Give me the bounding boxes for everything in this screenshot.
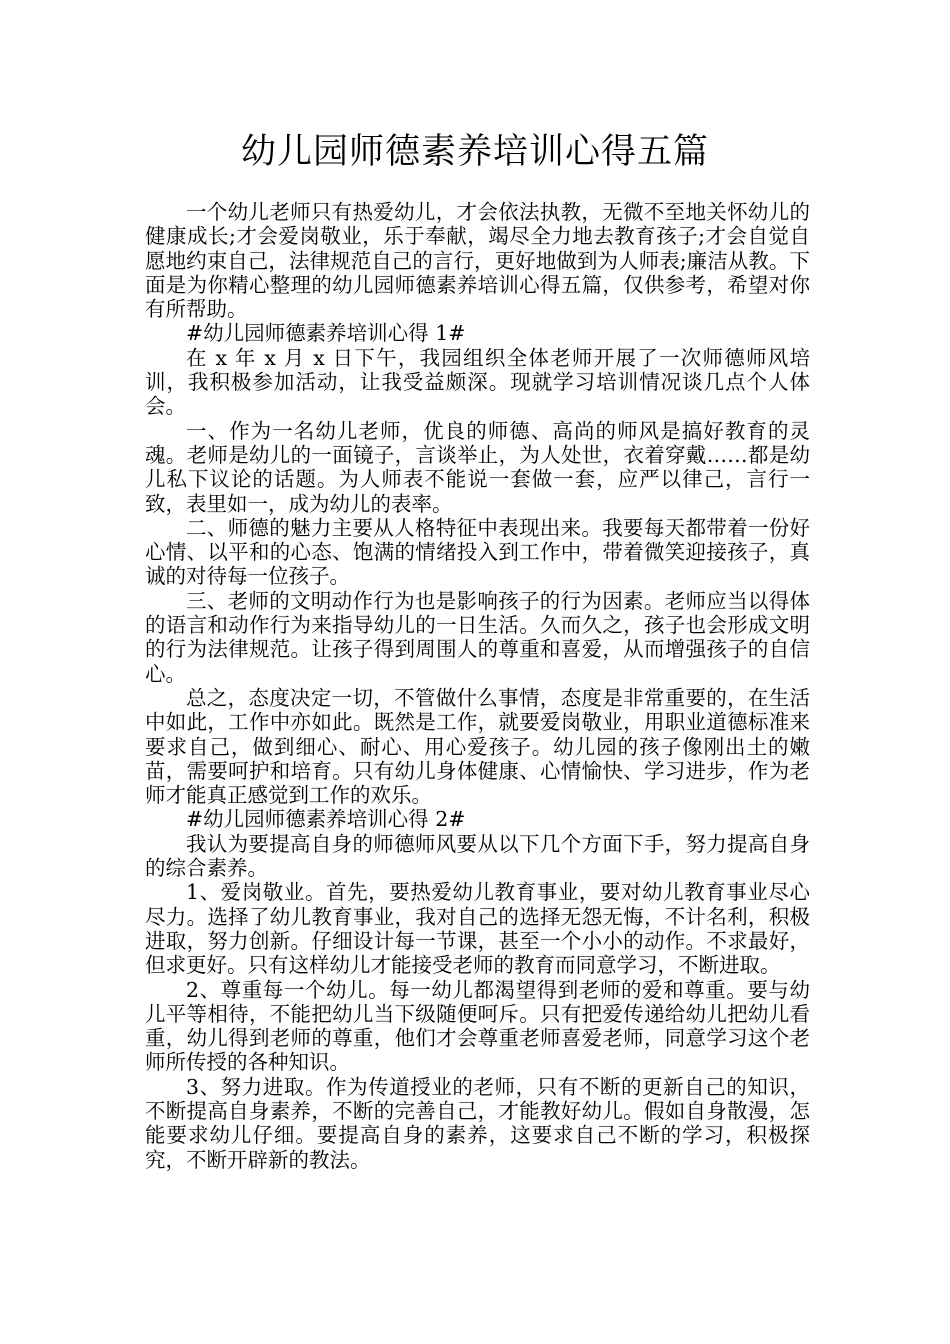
document-body [145,200,810,1172]
paragraph: 我认为要提高自身的师德师风要从以下几个方面下手，努力提高自身的综合素养。 [145,831,810,881]
paragraph: 在 x 年 x 月 x 日下午，我园组织全体老师开展了一次师德师风培训，我积极参加活动，让我受益颇深。现就学习培训情况谈几点个人体会。 [145,345,810,419]
paragraph: 2、尊重每一个幼儿。每一幼儿都渴望得到老师的爱和尊重。要与幼儿平等相待，不能把幼儿当下级随便呵斥。只有把爱传递给幼儿把幼儿看重，幼儿得到老师的尊重，他们才会尊重老师喜爱老师，同意学习这个老师所传授的各种知识。 [145,977,810,1075]
section-heading-1: #幼儿园师德素养培训心得 1# [186,321,466,346]
paragraph: 一、作为一名幼儿老师，优良的师德、高尚的师风是搞好教育的灵魂。老师是幼儿的一面镜子，言谈举止，为人处世，衣着穿戴……都是幼儿私下议论的话题。为人师表不能说一套做一套，应严以律己，言行一致，表里如一，成为幼儿的表率。 [145,418,810,516]
intro-paragraph: 一个幼儿老师只有热爱幼儿，才会依法执教，无微不至地关怀幼儿的健康成长;才会爱岗敬业，乐于奉献，竭尽全力地去教育孩子;才会自觉自愿地约束自己，法律规范自己的言行，更好地做到为人师表;廉洁从教。下面是为你精心整理的幼儿园师德素养培训心得五篇，仅供参考，希望对你有所帮助。 [145,200,810,322]
paragraph: 3、努力进取。作为传道授业的老师，只有不断的更新自己的知识，不断提高自身素养，不断的完善自己，才能教好幼儿。假如自身散漫，怎能要求幼儿仔细。要提高自身的素养，这要求自己不断的学习，积极探究，不断开辟新的教法。 [145,1074,810,1172]
paragraph: 三、老师的文明动作行为也是影响孩子的行为因素。老师应当以得体的语言和动作行为来指导幼儿的一日生活。久而久之，孩子也会形成文明的行为法律规范。让孩子得到周围人的尊重和喜爱，从而增强孩子的自信心。 [145,588,810,686]
document-title: 幼儿园师德素养培训心得五篇 [240,132,709,172]
section-heading-2: #幼儿园师德素养培训心得 2# [186,807,466,832]
paragraph: 二、师德的魅力主要从人格特征中表现出来。我要每天都带着一份好心情、以平和的心态、饱满的情绪投入到工作中，带着微笑迎接孩子，真诚的对待每一位孩子。 [145,515,810,589]
paragraph: 总之，态度决定一切，不管做什么事情，态度是非常重要的，在生活中如此，工作中亦如此。既然是工作，就要爱岗敬业，用职业道德标准来要求自己，做到细心、耐心、用心爱孩子。幼儿园的孩子像刚出土的嫩苗，需要呵护和培育。只有幼儿身体健康、心情愉快、学习进步，作为老师才能真正感觉到工作的欢乐。 [145,685,810,808]
paragraph: 1、爱岗敬业。首先，要热爱幼儿教育事业，要对幼儿教育事业尽心尽力。选择了幼儿教育事业，我对自己的选择无怨无悔，不计名利，积极进取，努力创新。仔细设计每一节课，甚至一个小小的动作。不求最好，但求更好。只有这样幼儿才能接受老师的教育而同意学习，不断进取。 [145,880,810,978]
